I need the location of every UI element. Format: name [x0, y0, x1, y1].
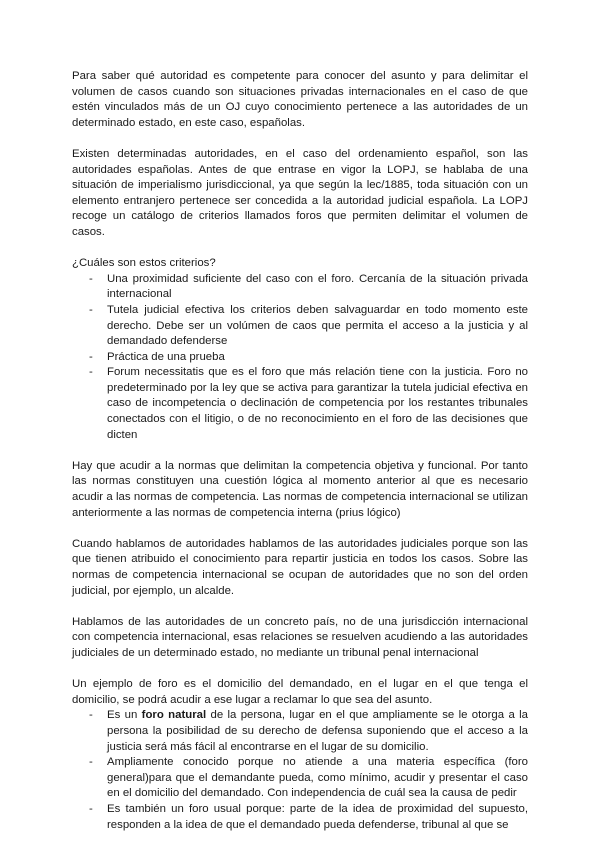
- paragraph-competence: Para saber qué autoridad es competente para conocer del asunto y para delimitar el volumen de casos cuando son situaciones privadas internacionales en el caso de que estén vinculados más de un OJ cuyo conocimiento pertenece a las autoridades de un determinado estado, en este caso, españolas.: [72, 70, 528, 129]
- list-item: - Una proximidad suficiente del caso con el foro. Cercanía de la situación privada internacional: [72, 272, 528, 303]
- paragraph-judicial-authorities: Cuando hablamos de autoridades hablamos de las autoridades judiciales porque son las que tienen atribuido el conocimiento para repartir justicia en todos los casos. Sobre las normas de competencia internacional se ocupan de autoridades que no son del orden judicial, por ejemplo, un alcalde.: [72, 537, 528, 597]
- list-item: - Forum necessitatis que es el foro que más relación tiene con la justicia. Foro no predeterminado por la ley que se activa para garantizar la tutela judicial efectiva en caso de incompetencia o declinación de competencia por los restantes tribunales conectados con el litigio, o de no reconocimiento en el foro de las decisiones que dicten: [72, 365, 528, 443]
- list-item: - Es también un foro usual porque: parte de la idea de proximidad del supuesto, responden a la idea de que el demandado pueda defenderse, tribunal al que se: [72, 802, 528, 833]
- list-item: - Ampliamente conocido porque no atiende a una materia específica (foro general)para que el demandante pueda, como mínimo, acudir y presentar el caso en el domicilio del demandado. Con independencia de cuál sea la causa de pedir: [72, 755, 528, 802]
- list-item: - Práctica de una prueba: [72, 350, 528, 366]
- list-item: [72, 708, 528, 755]
- paragraph-spanish-authorities: Existen determinadas autoridades, en el caso del ordenamiento español, son las autoridades españolas. Antes de que entrase en vigor la LOPJ, se hablaba de una situación de imperialismo jurisdiccional, ya que según la lec/1885, toda situación con un elemento entranjero pertenece ser concedida a la autoridad judicial española. La LOPJ recoge un catálogo de criterios llamados foros que permiten delimitar el volumen de casos.: [72, 147, 528, 238]
- bold-term: foro natural: [141, 709, 207, 722]
- list-item-text: Es un: [107, 709, 142, 722]
- criteria-question: ¿Cuáles son estos criterios?: [72, 257, 216, 270]
- document-body: [72, 69, 528, 849]
- paragraph-domicile-example: Un ejemplo de foro es el domicilio del demandado, en el lugar en el que tenga el domicilio, se podrá acudir a ese lugar a reclamar lo que sea del asunto.: [72, 678, 528, 706]
- criteria-list: [72, 272, 528, 444]
- domicile-list: [72, 708, 528, 833]
- list-item: - Tutela judicial efectiva los criterios deben salvaguardar en todo momento este derecho. Debe ser un volúmen de caos que permita el acceso a la justicia y al demandado defenderse: [72, 303, 528, 350]
- paragraph-competence-rules: Hay que acudir a la normas que delimitan la competencia objetiva y funcional. Por tanto las normas constituyen una cuestión lógica al momento anterior al que es necesario acudir a las normas de competencia. Las normas de competencia internacional se utilizan anteriormente a las normas de competencia interna (prius lógico): [72, 459, 528, 519]
- list-item-text: de la persona, lugar en el que ampliamente se le otorga a la persona la posibilidad de su derecho de defensa suponiendo que el acceso a la justicia será más fácil al encontrarse en el lugar de su domicilio.: [107, 709, 528, 753]
- paragraph-country-authorities: Hablamos de las autoridades de un concreto país, no de una jurisdicción internacional con competencia internacional, esas relaciones se resuelven acudiendo a las autoridades judiciales de un determinado estado, no mediante un tribunal penal internacional: [72, 615, 528, 659]
